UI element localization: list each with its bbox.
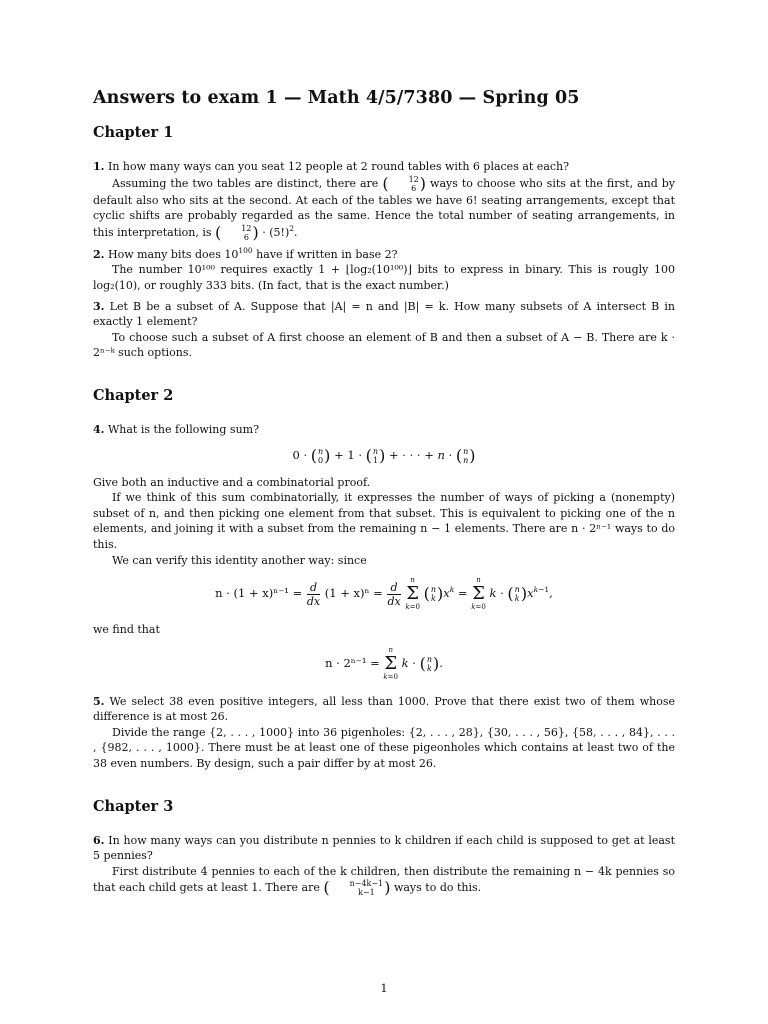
problem-3 [93,299,675,361]
problem-2-number: 2. [93,247,105,261]
problem-4-prompt: Give both an inductive and a combinatorial proof. [93,475,371,489]
chapter-2-heading: Chapter 2 [93,386,174,404]
problem-1-question: In how many ways can you seat 12 people at 2 round tables with 6 places at each? [107,160,570,173]
problem-6-number: 6. [93,833,105,847]
problem-5 [93,694,675,772]
problem-3-question: Let B be a subset of A. Suppose that |A| = n and |B| = k. How many subsets of A intersect B in exactly 1 element? [93,299,675,329]
problem-4-question: What is the following sum? [107,422,259,436]
problem-1-answer-b: ways to choose who sits at the first, and by default also who sits at the second. At each of the tables we have 6! seating arrangements, except that cyclic shifts are probably regarded as the same. Hence the total number of seating arrangements, in this interpretation, is [93,176,676,239]
problem-3-answer: To choose such a subset of A first choose an element of B and then a subset of A − B. There are k · 2ⁿ⁻ᵏ such options. [93,330,675,360]
problem-5-question: We select 38 even positive integers, all less than 1000. Prove that there exist two of them whose difference is at most 26. [93,694,675,724]
result-equation: n · 2ⁿ⁻¹ = n Σ k=0 k · ( n k ). [325,645,443,681]
problem-6: 6. In how many ways can you distribute n pennies to k children if each child is supposed to get at least 5 pennies? First distribute 4 pennies to each of the k children, then distribute the remaining n − 4k pennies so that each child gets at least 1. There are ( n−4k−1 k−1 ) ways to do this. [93,833,676,898]
binom-n-4k-1: n−4k−1 k−1 [349,879,384,898]
sum-display: 0 · ( n 0 ) + 1 · ( n 1 ) + · · · + n · ( n n ) [292,445,476,465]
problem-4-proof [93,475,675,569]
problem-4-answer-2: We can verify this identity another way: since [112,553,367,567]
problem-1-answer-c: · (5!) [262,225,290,239]
problem-1-number: 1. [93,160,105,173]
problem-4-find: we find that [93,623,160,637]
page-title: Answers to exam 1 — Math 4/5/7380 — Spring 05 [93,88,580,108]
document-page [93,88,675,902]
problem-2-question-b: have if written in base 2? [256,247,398,261]
problem-2: 2. How many bits does $10^{100}$ have if written in base 2? The number 10¹⁰⁰ requires exactly 1 + ⌊log₂(10¹⁰⁰)⌋ bits to express in binary. This is rougly 100 log₂(10), or roughly 333 bits. (In fact, that is the exact number.) [93,245,675,292]
binom-12-6: 12 6 [408,174,419,193]
problem-4 [93,422,675,438]
problem-1: 1. In how many ways can you seat 12 people at 2 round tables with 6 places at each? Assuming the two tables are distinct, there are ( 12 6 ) ways to choose who sits at the first, and by default also who sits at the second. At each of the tables we have 6! seating arrangements, except that cyclic shifts are probably regarded as the same. Hence the total number of seating arrangements, in this interpretation, is ( 12 6 ) · $(5!)^2$. [93,160,676,242]
problem-5-number: 5. [93,694,105,708]
derivative-equation: n · (1 + x)ⁿ⁻¹ = $\frac{d}{dx}$ (1 + x)ⁿ = $\frac{d}{dx}$ n Σ k=0 ( n k )$x^k = n$ Σ k=0 k · ( n k )$x^{k-1}$, [215,576,553,612]
problem-6-answer-a: First distribute 4 pennies to each of the k children, then distribute the remaining n − 4k pennies so that each child gets at least 1. There are [93,864,675,895]
problem-1-answer-a: Assuming the two tables are distinct, there are [112,176,379,190]
problem-6-question: In how many ways can you distribute n pennies to k children if each child is supposed to get at least 5 pennies? [93,833,676,863]
problem-5-answer: Divide the range {2, . . . , 1000} into 36 pigenholes: {2, . . . , 28}, {30, . . . , 56}, {58, . . . , 84}, . . . , {982, . . . , 1000}. There must be at least one of these pigeonholes which contains at least two of the 38 even numbers. By design, such a pair differ by at most 26. [93,725,675,771]
page-number: 1 [380,982,388,995]
problem-2-answer: The number 10¹⁰⁰ requires exactly 1 + ⌊log₂(10¹⁰⁰)⌋ bits to express in binary. This is rougly 100 log₂(10), or roughly 333 bits. (In fact, that is the exact number.) [93,263,675,292]
chapter-1-heading: Chapter 1 [93,124,174,141]
problem-2-question-a: How many bits does 10 [107,247,239,261]
binom-12-6-second: 12 6 [241,223,252,242]
problem-4-answer-1: If we think of this sum combinatorially, it expresses the number of ways of picking a (nonempty) subset of n, and then picking one element from that subset. This is equivalent to picking one of the n elements, and joining it with a subset from the remaining n − 1 elements. There are n · 2ⁿ⁻¹ ways to do this. [93,491,675,551]
chapter-3-heading: Chapter 3 [93,797,174,815]
problem-6-answer-b: ways to do this. [393,881,482,895]
problem-3-number: 3. [93,299,105,313]
problem-4-number: 4. [93,422,105,436]
